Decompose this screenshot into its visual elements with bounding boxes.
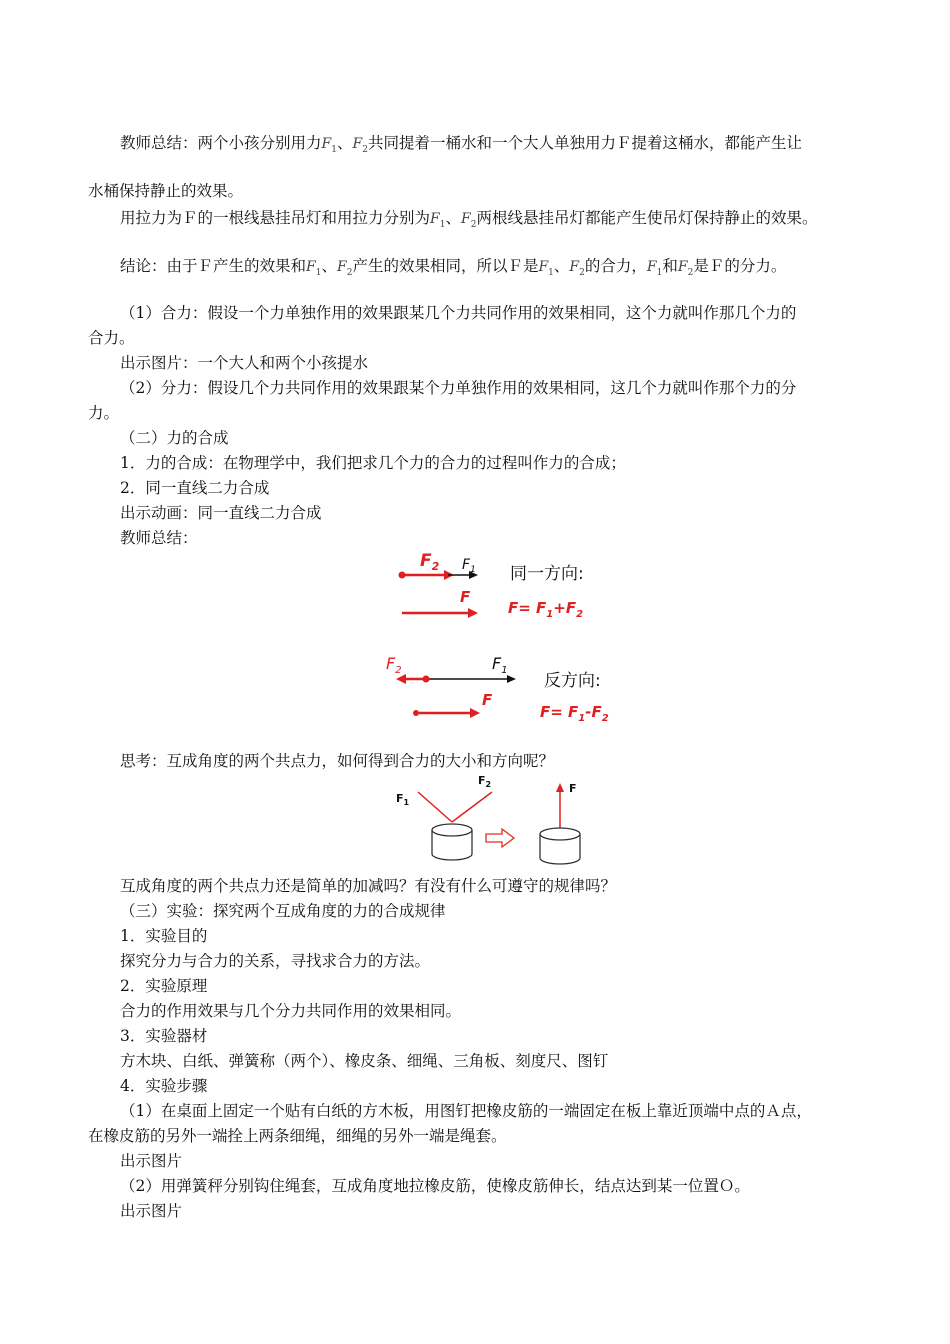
paragraph-lamp [120,208,817,235]
paragraph-conclusion [120,256,786,283]
text-segment: 教师总结：两个小孩分别用力 [120,134,322,152]
symbol-f1: $F_1$ [321,136,337,155]
figure-angled-forces [390,772,590,868]
symbol-f1: $F_1$ [538,259,554,278]
section-heading-experiment: （三）实验：探究两个互成角度的力的合成规律 [120,902,446,920]
paragraph-teacher-summary-line1 [120,133,802,160]
symbol-f1: $F_1$ [306,259,322,278]
symbol-f2: $F_2$ [460,211,477,230]
show-picture-note: 出示图片：一个大人和两个小孩提水 [120,354,369,372]
list-item-composition: 1．力的合成：在物理学中，我们把求几个力的合力的过程叫作力的合成； [120,454,626,472]
separator: 、 [445,209,461,227]
equipment-text: 方木块、白纸、弹簧称（两个）、橡皮条、细绳、三角板、刻度尺、图钉 [120,1052,609,1070]
definition-resultant-line2: 合力。 [88,329,135,347]
separator: 、 [321,257,337,275]
definition-component-line2: 力。 [88,404,120,422]
think-question: 思考：互成角度的两个共点力，如何得到合力的大小和方向呢？ [120,752,555,770]
text-segment: 的合力， [584,257,647,275]
label-f2: $F_2$ [478,774,492,789]
text-segment: 结论：由于Ｆ产生的效果和 [120,257,307,275]
text-segment: 共同提着一桶水和一个大人单独用力Ｆ提着这桶水，都能产生让 [367,134,802,152]
section-heading-composition: （二）力的合成 [120,429,229,447]
symbol-f2: $F_2$ [352,136,368,155]
list-item-purpose: 1．实验目的 [120,927,208,945]
definition-resultant-line1: （1）合力：假设一个力单独作用的效果跟某几个力共同作用的效果相同，这个力就叫作那几个力的 [120,304,797,322]
purpose-text: 探究分力与合力的关系，寻找求合力的方法。 [120,952,431,970]
label-f: F [460,588,471,606]
show-picture-note-3: 出示图片 [120,1202,183,1220]
question-rule: 互成角度的两个共点力还是简单的加减吗？有没有什么可遵守的规律吗？ [120,877,617,895]
symbol-f2: $F_2$ [569,259,585,278]
list-item-steps: 4．实验步骤 [120,1077,208,1095]
list-item-equipment: 3．实验器材 [120,1027,208,1045]
title-opposite-direction: 反方向: [544,671,601,691]
step-1-line2: 在橡皮筋的另外一端拴上两条细绳，细绳的另外一端是绳套。 [88,1127,507,1145]
text-segment: 两根线悬挂吊灯都能产生使吊灯保持静止的效果。 [476,209,818,227]
label-f1: $F_1$ [396,792,410,807]
separator: 、 [336,134,353,152]
label-f1: $F_1$ [492,654,508,676]
text-segment: 产生的效果相同，所以Ｆ是 [352,257,539,275]
principle-text: 合力的作用效果与几个分力共同作用的效果相同。 [120,1002,462,1020]
symbol-f1: $F_1$ [646,259,663,278]
list-item-collinear: 2．同一直线二力合成 [120,479,270,497]
teacher-summary-label: 教师总结： [120,529,198,547]
figure-collinear-forces [380,545,620,735]
list-item-principle: 2．实验原理 [120,977,208,995]
step-2: （2）用弹簧秤分别钩住绳套，互成角度地拉橡皮筋，使橡皮筋伸长，结点达到某一位置Ｏ。 [120,1177,750,1195]
separator: 、 [553,257,570,275]
label-f: F [569,782,577,795]
show-picture-note-2: 出示图片 [120,1152,183,1170]
show-animation-note: 出示动画：同一直线二力合成 [120,504,322,522]
label-f: F [482,691,493,709]
text-segment: 是Ｆ的分力。 [693,257,787,275]
title-same-direction: 同一方向: [510,564,584,584]
symbol-f2: $F_2$ [677,259,694,278]
paragraph-teacher-summary-line2: 水桶保持静止的效果。 [88,182,244,200]
text-segment: 和 [662,257,678,275]
formula-sum: $F= F_1+F_2$ [508,599,584,620]
text-segment: 用拉力为Ｆ的一根线悬挂吊灯和用拉力分别为 [120,209,431,227]
label-f2: $F_2$ [420,551,440,573]
symbol-f2: $F_2$ [336,259,353,278]
step-1-line1: （1）在桌面上固定一个贴有白纸的方木板，用图钉把橡皮筋的一端固定在板上靠近顶端中点的Ａ点， [120,1102,812,1120]
symbol-f1: $F_1$ [430,211,446,230]
label-f2: $F_2$ [386,654,402,676]
label-f1: $F_1$ [462,557,476,575]
formula-difference: $F= F_1-F_2$ [540,703,609,724]
definition-component-line1: （2）分力：假设几个力共同作用的效果跟某个力单独作用的效果相同，这几个力就叫作那个力的分 [120,379,797,397]
